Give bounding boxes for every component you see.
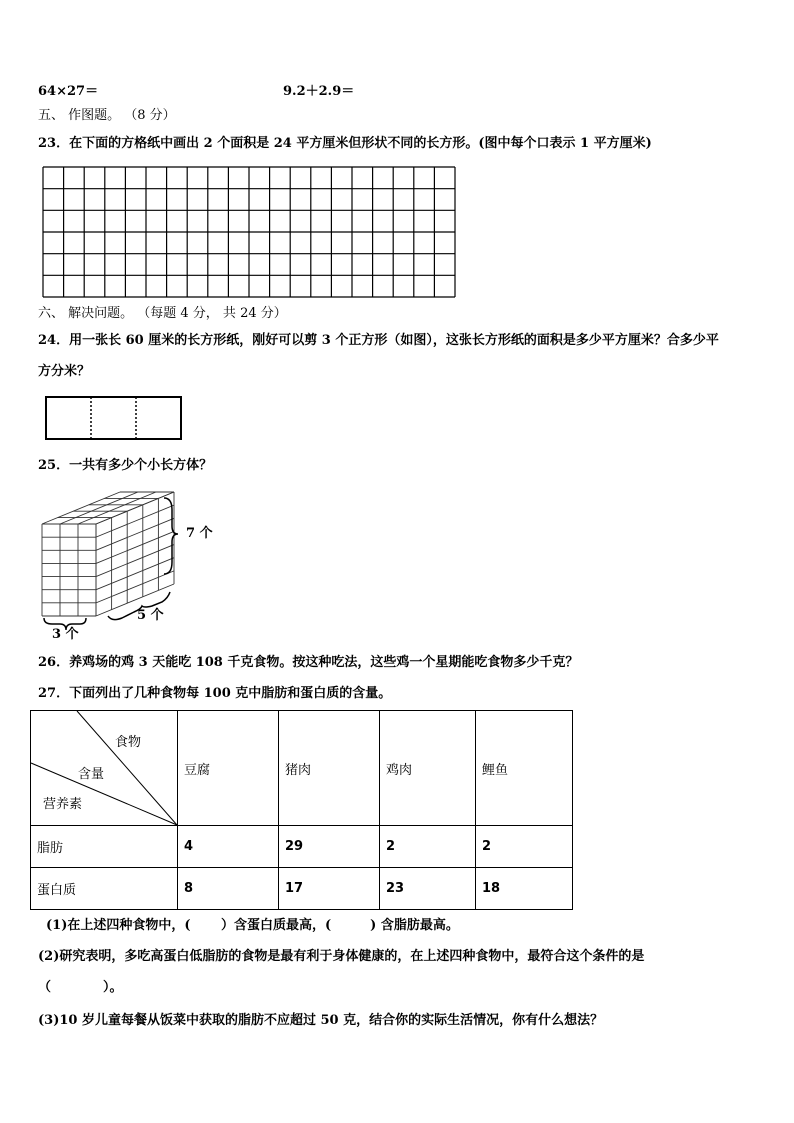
calc-left: 64×27＝ <box>38 84 99 99</box>
cuboid-edge <box>96 545 174 577</box>
q24-line2: 方分米？ <box>38 364 91 379</box>
table-row <box>31 868 573 910</box>
q27-sub2-line2: （ ）。 <box>38 980 123 995</box>
cuboid-edge <box>96 518 174 550</box>
q27-sub2-line1: (2)研究表明，多吃高蛋白低脂肪的食物是最有利于身体健康的，在上述四种食物中，最符合这个条件的是 <box>38 949 645 964</box>
section5-title: 五、 作图题。 （8 分） <box>38 108 176 123</box>
label-depth: 5 个 <box>137 608 164 623</box>
cuboid-edge <box>60 492 138 524</box>
label-height: 7 个 <box>186 526 213 541</box>
diagonal-header-cell <box>31 711 178 826</box>
cell-value: 17 <box>279 868 380 910</box>
q24-line1: 24．用一张长 60 厘米的长方形纸，刚好可以剪 3 个正方形（如图），这张长方形纸的面积是多少平方厘米？合多少平 <box>38 333 719 348</box>
label-width: 3 个 <box>52 627 79 642</box>
food-chicken: 鸡肉 <box>380 711 476 826</box>
cell-value: 4 <box>178 826 279 868</box>
q23-text: 23．在下面的方格纸中画出 2 个面积是 24 平方厘米但形状不同的长方形。(图中每个口表示 1 平方厘米) <box>38 136 652 151</box>
calc-right: 9.2＋2.9＝ <box>283 84 355 99</box>
q27-sub1: (1)在上述四种食物中，( ）含蛋白质最高，( ) 含脂肪最高。 <box>46 918 459 933</box>
cuboid-edge <box>96 558 174 590</box>
cuboid-edge <box>96 571 174 603</box>
cell-value: 29 <box>279 826 380 868</box>
cell-value: 2 <box>476 826 573 868</box>
row-name-protein: 蛋白质 <box>31 868 178 910</box>
cell-value: 23 <box>380 868 476 910</box>
cell-value: 2 <box>380 826 476 868</box>
cell-value: 18 <box>476 868 573 910</box>
cuboid-edge <box>78 492 156 524</box>
q26-text: 26．养鸡场的鸡 3 天能吃 108 千克食物。按这种吃法，这些鸡一个星期能吃食物多少千克？ <box>38 655 579 670</box>
cuboid-edge <box>96 531 174 563</box>
cell-value: 8 <box>178 868 279 910</box>
q27-text: 27．下面列出了几种食物每 100 克中脂肪和蛋白质的含量。 <box>38 686 392 701</box>
food-tofu: 豆腐 <box>178 711 279 826</box>
section6-title: 六、 解决问题。 （每题 4 分， 共 24 分） <box>38 306 287 321</box>
food-carp: 鲤鱼 <box>476 711 573 826</box>
grid-paper[interactable] <box>42 166 456 298</box>
table-row <box>31 826 573 868</box>
food-pork: 猪肉 <box>279 711 380 826</box>
q25-text: 25．一共有多少个小长方体？ <box>38 458 213 473</box>
paper-strip-figure <box>45 396 185 442</box>
nutrition-table <box>30 710 573 910</box>
header-amount: 含量 <box>78 767 105 782</box>
header-food: 食物 <box>115 735 142 750</box>
row-name-fat: 脂肪 <box>31 826 178 868</box>
q27-sub3: (3)10 岁儿童每餐从饭菜中获取的脂肪不应超过 50 克，结合你的实际生活情况，你有什么想法？ <box>38 1013 604 1028</box>
cuboid-edge <box>96 505 174 537</box>
header-nutrient: 营养素 <box>43 797 83 812</box>
